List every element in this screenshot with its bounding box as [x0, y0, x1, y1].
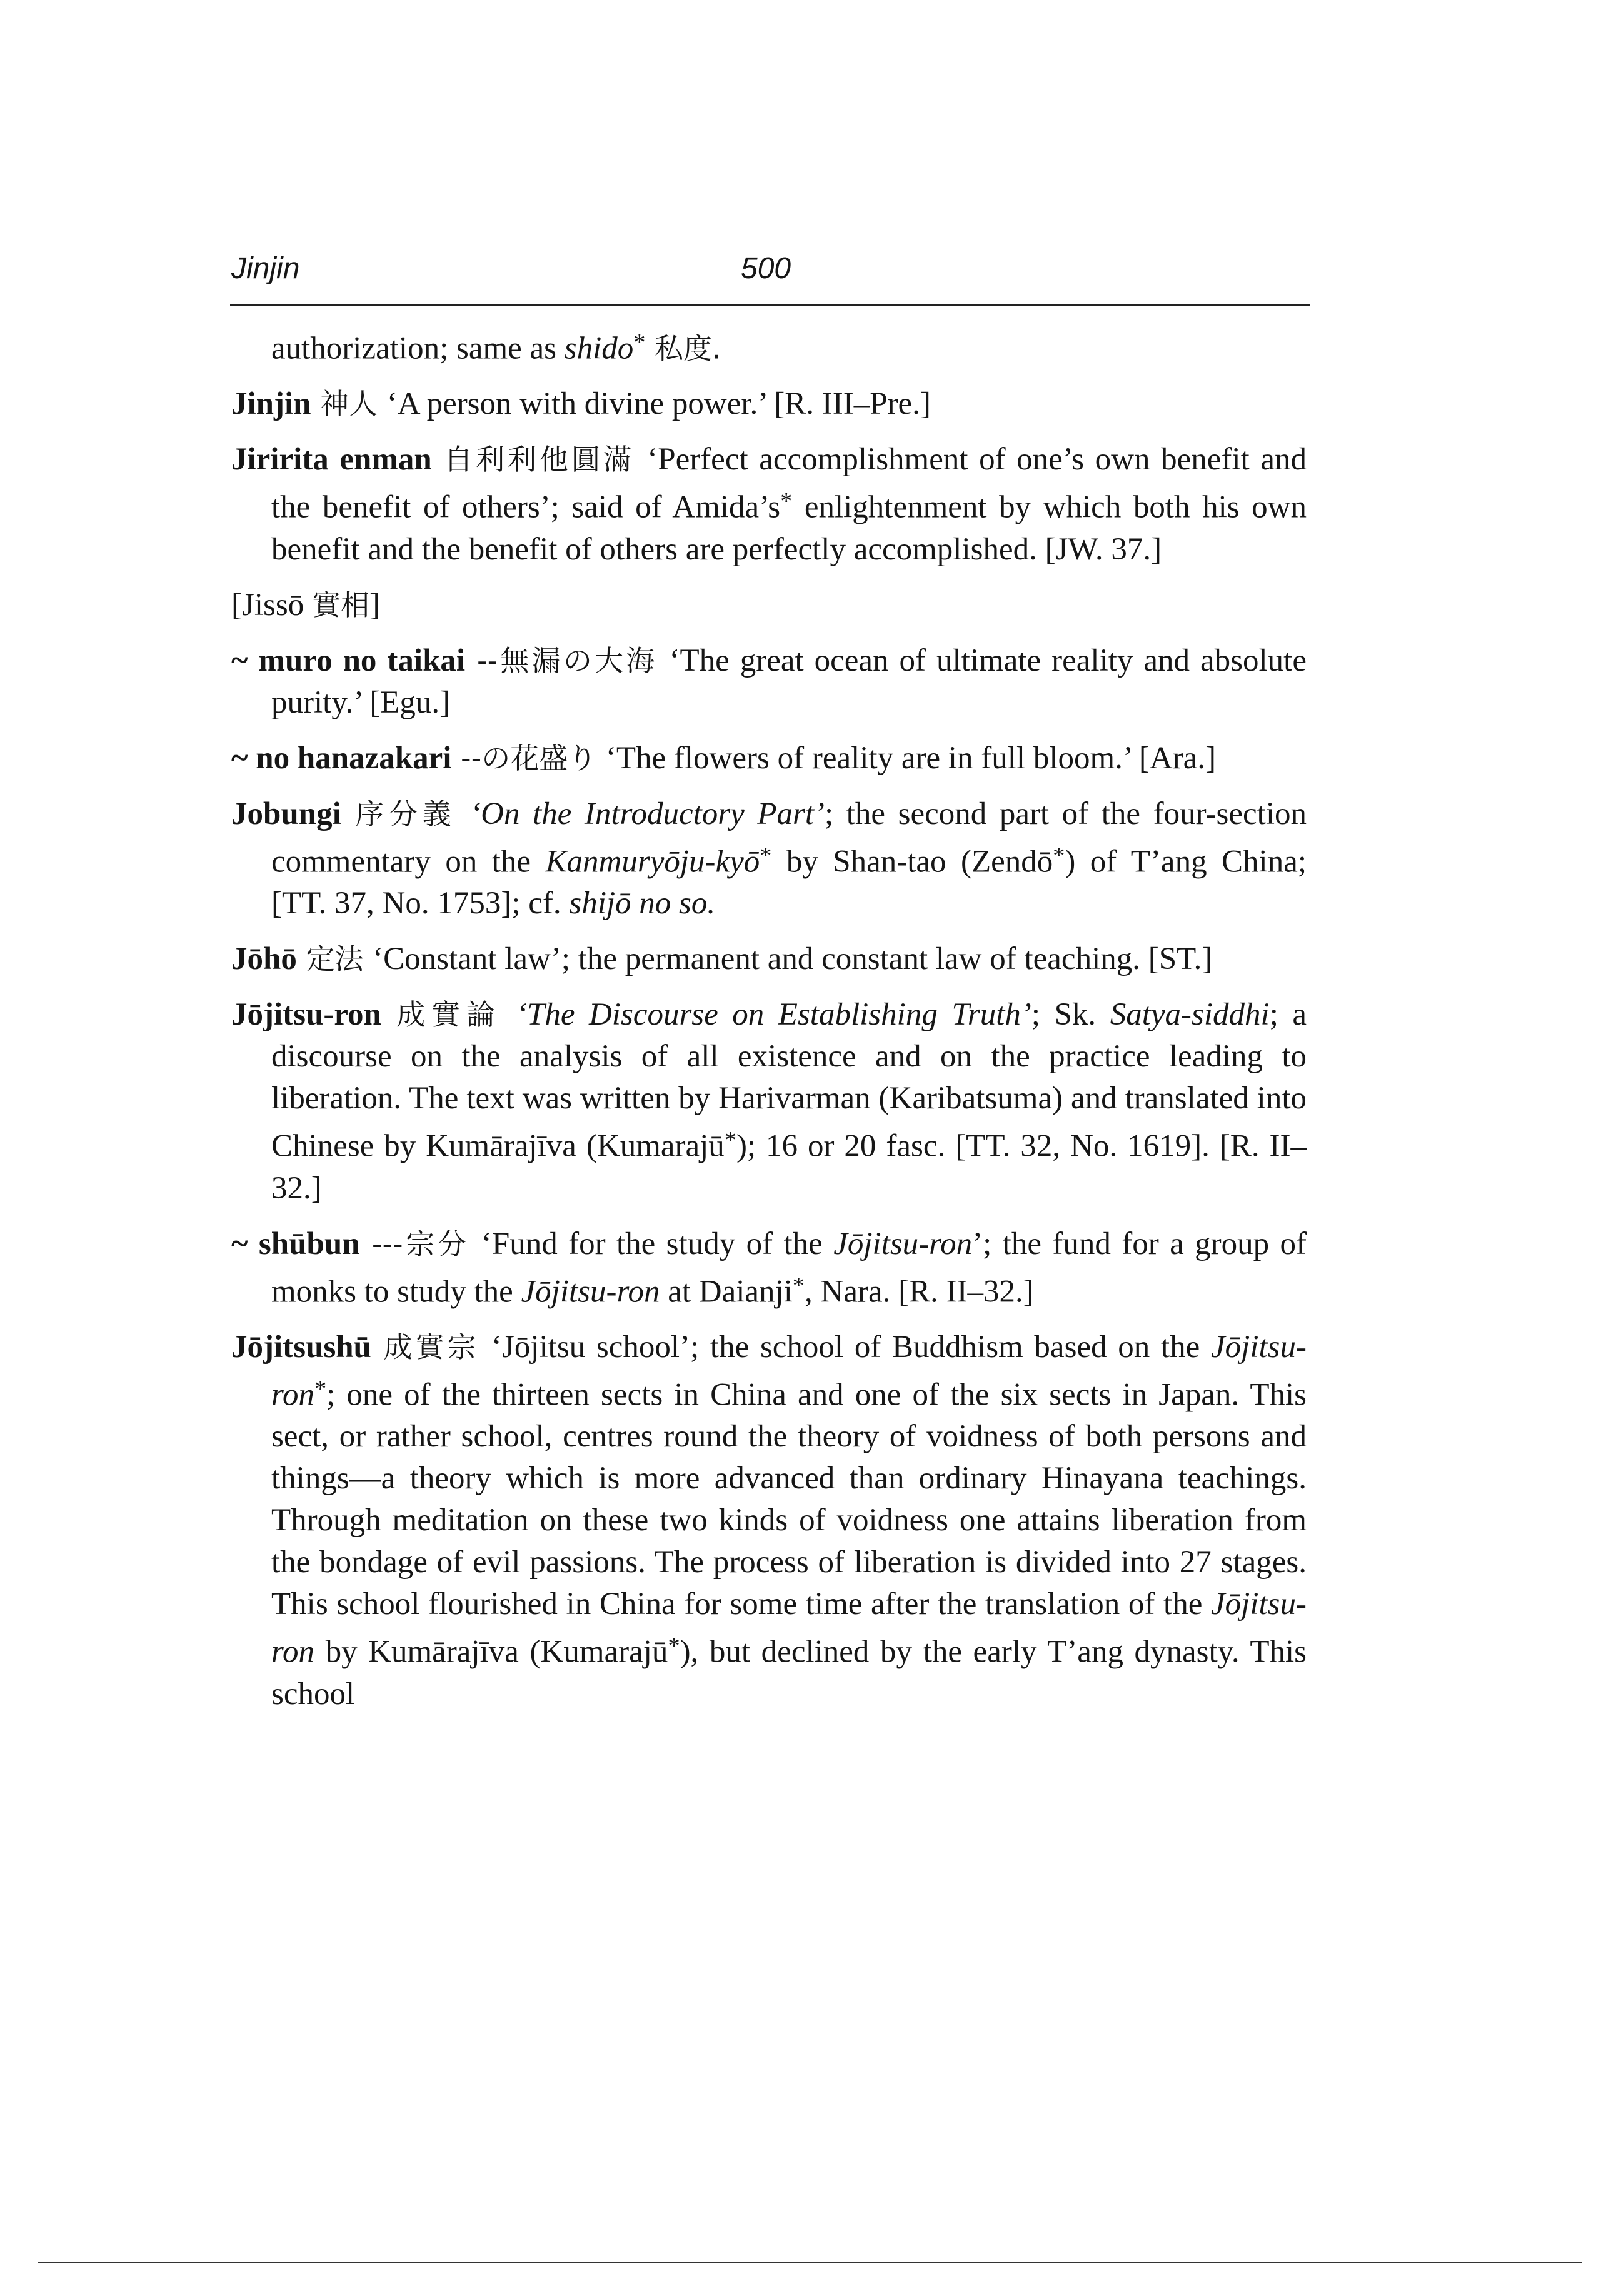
asterisk-mark: *: [724, 1127, 736, 1154]
definition: by Kumārajīva (Kumarajū: [314, 1634, 668, 1670]
cross-reference: shido: [564, 331, 634, 366]
dictionary-body: [231, 322, 1307, 1729]
entry-jojitsu-ron: [231, 994, 1307, 1209]
definition: ‘A person with divine power.’ [R. III–Pre.]: [386, 386, 931, 422]
headword: Jiririta enman: [231, 442, 432, 478]
kanji: ---宗分: [359, 1226, 481, 1261]
definition: ‘The great ocean of ultimate reality and absolute purity.’ [Egu.]: [271, 643, 1307, 720]
kanji: 神人: [311, 387, 387, 421]
page-number: 500: [741, 252, 791, 285]
sanskrit-term: Satya-siddhi: [1110, 997, 1270, 1033]
asterisk-mark: *: [760, 842, 772, 869]
work-title: ‘The Discourse on Establishing Truth’: [516, 997, 1031, 1033]
work-title: Jōjitsu-ron: [271, 1587, 1307, 1670]
kanji: 成實論: [381, 998, 516, 1032]
definition: ‘Perfect accomplishment of one’s own benefit and the benefit of others’; said of Amida’s: [271, 442, 1307, 525]
entry-jobungi: [231, 793, 1307, 925]
asterisk-mark: *: [792, 1272, 805, 1299]
kanji: 實相: [311, 588, 369, 622]
kanji: 序分義: [341, 796, 471, 831]
group-label: [Jissō: [231, 587, 312, 623]
kanji: --の花盛り: [451, 741, 606, 775]
definition: ‘The flowers of reality are in full bloom.’ [Ara.]: [605, 740, 1217, 776]
entry-text: authorization; same as: [271, 331, 565, 366]
definition: ; Sk.: [1031, 997, 1110, 1033]
definition: by Shan-tao (Zendō: [771, 844, 1053, 880]
work-title: Jōjitsu-ron: [833, 1226, 973, 1261]
headword: ~ no hanazakari: [231, 740, 452, 776]
headword: Jinjin: [231, 386, 311, 422]
cross-reference: shijō no so.: [569, 886, 716, 921]
definition: ) of T’ang China; [TT. 37, No. 1753]; cf.: [271, 844, 1307, 921]
headword: ~ muro no taikai: [231, 643, 466, 678]
headword: Jōhō: [231, 941, 297, 977]
entry-muro-no-taikai: [231, 640, 1307, 724]
definition: ‘Fund for the study of the: [481, 1226, 834, 1261]
definition: , Nara. [R. II–32.]: [805, 1273, 1034, 1309]
definition: ), but declined by the early T’ang dynasty. This school: [271, 1634, 1307, 1712]
definition: ’; the fund for a group of monks to study the: [271, 1226, 1307, 1309]
asterisk-mark: *: [633, 329, 646, 356]
entry-jisso-heading: [231, 584, 1307, 626]
asterisk-mark: *: [668, 1633, 680, 1660]
kanji: 定法: [296, 942, 373, 976]
definition: ; one of the thirteen sects in China and one of the six sects in Japan. This sect, or rather school, centres round the theory of voidness of both persons and things—a theory which is more advanced than ordinary Hinayana teachings. Through meditation on these two kinds of voidness one attains liberation from the bondage of evil passions. The process of liberation is divided into 27 stages. This school flourished in China for some time after the translation of the: [271, 1377, 1307, 1622]
kanji: 自利利他圓滿: [431, 443, 648, 477]
page-header: [231, 251, 1307, 295]
entry-continuation: [231, 322, 1307, 369]
footer-rule: [38, 2262, 1582, 2263]
definition: ‘Constant law’; the permanent and constant law of teaching. [ST.]: [373, 941, 1213, 977]
work-title: Jōjitsu-ron: [271, 1329, 1307, 1413]
kanji: 成實宗: [371, 1330, 491, 1364]
entry-joho: [231, 938, 1307, 980]
work-title: Jōjitsu-ron: [521, 1273, 660, 1309]
headword: ~ shūbun: [231, 1226, 360, 1261]
definition: ; the second part of the four-section commentary on the: [271, 796, 1307, 880]
definition: at Daianji: [660, 1273, 793, 1309]
kanji: --無漏の大海: [465, 643, 670, 678]
definition: ‘Jōjitsu school’; the school of Buddhism based on the: [491, 1329, 1212, 1365]
entry-shubun: [231, 1223, 1307, 1313]
asterisk-mark: *: [780, 488, 793, 515]
headword: Jobungi: [231, 796, 341, 831]
entry-jojitsushu: [231, 1326, 1307, 1715]
header-rule: [230, 304, 1310, 306]
definition: enlightenment by which both his own benefit and the benefit of others are perfectly accomplished. [JW. 37.]: [271, 489, 1307, 567]
asterisk-mark: *: [314, 1375, 327, 1402]
headword: Jōjitsu-ron: [231, 997, 381, 1033]
entry-jinjin: [231, 383, 1307, 425]
kanji: 私度.: [645, 331, 721, 366]
entry-no-hanazakari: [231, 738, 1307, 780]
work-title: Kanmuryōju-kyō: [545, 844, 760, 880]
work-title: ‘On the Introductory Part’: [470, 796, 825, 831]
definition: ; a discourse on the analysis of all existence and on the practice leading to liberation. The text was written by Harivarman (Karibatsuma) and translated into Chinese by Kumārajīva (Kumarajū: [271, 997, 1307, 1164]
headword: Jōjitsushū: [231, 1329, 371, 1365]
running-head: Jinjin: [231, 252, 300, 285]
group-label: ]: [369, 587, 380, 623]
entry-jiririta-enman: [231, 439, 1307, 570]
asterisk-mark: *: [1053, 842, 1065, 869]
definition: ); 16 or 20 fasc. [TT. 32, No. 1619]. [R. II–32.]: [271, 1128, 1307, 1206]
